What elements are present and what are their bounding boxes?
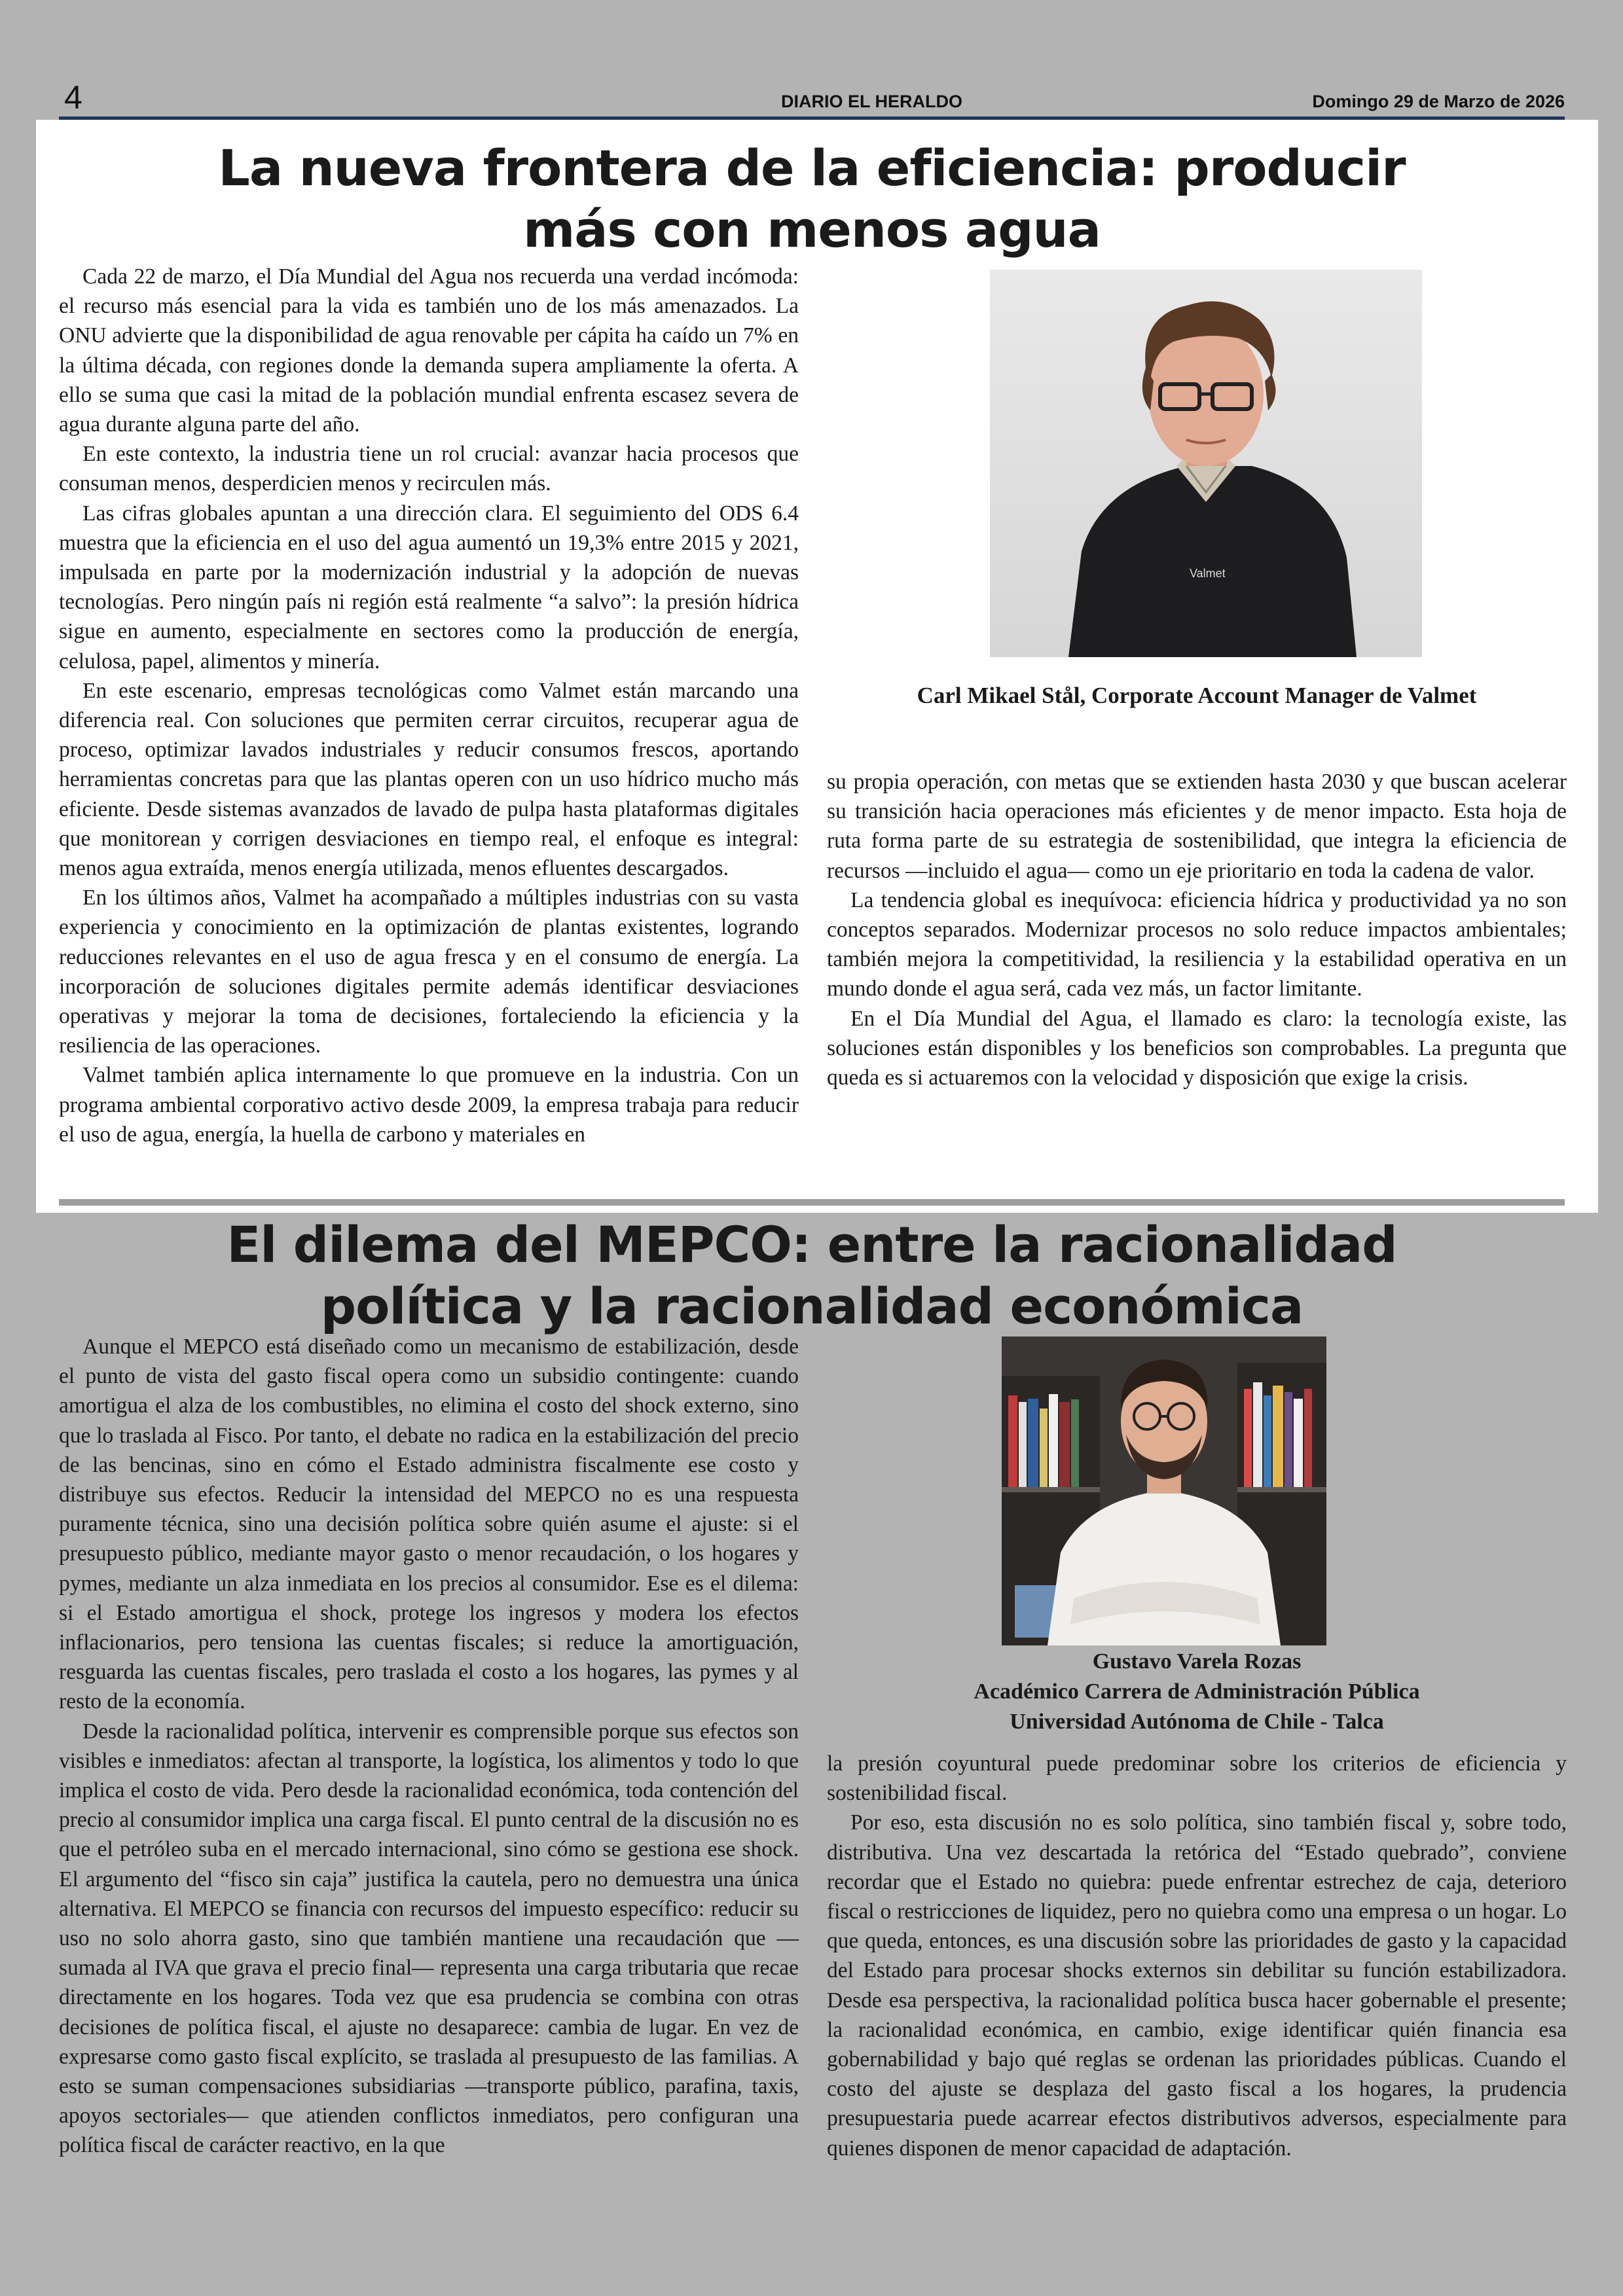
newspaper-name: DIARIO EL HERALDO	[781, 92, 963, 111]
article-2-paragraph: Aunque el MEPCO está diseñado como un mecanismo de estabilización, desde el punto de vista del gasto fiscal opera como un subsidio contingente: cuando amortigua el alza de los combustibles, no elimina el costo del shock externo, sino que lo traslada al Fisco. Por tanto, el debate no radica en la estabilización del precio de las bencinas, sino en cómo el Estado administra fiscalmente ese costo y distribuye sus efectos. Reducir la intensidad del MEPCO no es una respuesta puramente técnica, sino una decisión política sobre quién asume el ajuste: si el presupuesto público, mediante mayor gasto o menor recaudación, o los hogares y pymes, mediante un alza inmediata en los precios al consumidor. Ese es el dilema: si el Estado amortigua el shock, protege los ingresos y modera los efectos inflacionarios, pero tensiona las cuentas fiscales; si reduce la amortiguación, resguarda las cuentas fiscales, pero traslada el costo a los hogares, las pymes y al resto de la economía.	[59, 1335, 799, 1714]
article-2-paragraph: la presión coyuntural puede predominar sobre los criterios de eficiencia y sostenibilidad fiscal.	[827, 1751, 1567, 1806]
article-1-paragraph: En los últimos años, Valmet ha acompañado a múltiples industrias con su vasta experiencia y conocimiento en la optimización de plantas existentes, logrando reducciones relevantes en el uso de agua fresca y en el consumo de energía. La incorporación de soluciones digitales permite además identificar desviaciones operativas y mejorar la toma de decisiones, fortaleciendo la eficiencia y la resiliencia de las operaciones.	[59, 886, 799, 1058]
article-1-paragraph: Valmet también aplica internamente lo que promueve en la industria. Con un programa ambiental corporativo activo desde 2009, la empresa trabaja para reducir el uso de agua, energía, la huella de carbono y materiales en	[59, 1063, 799, 1147]
caption-role: Académico Carrera de Administración Pública	[974, 1679, 1420, 1704]
article-1-photo-caption: Carl Mikael Stål, Corporate Account Manager de Valmet	[917, 683, 1477, 708]
article-1-right-column	[827, 767, 1567, 1092]
article-2-title-line-1: El dilema del MEPCO: entre la racionalidad	[227, 1215, 1397, 1274]
article-2-left-column	[59, 1332, 799, 2161]
sweater-logo: Valmet	[1190, 567, 1226, 580]
page-header	[59, 79, 1565, 119]
issue-date: Domingo 29 de Marzo de 2026	[1312, 92, 1565, 111]
article-1-paragraph: su propia operación, con metas que se extienden hasta 2030 y que buscan acelerar su transición hacia operaciones más eficientes y de menor impacto. Esta hoja de ruta forma parte de su estrategia de sostenibilidad, que integra la eficiencia de recursos —incluido el agua— como un eje prioritario en toda la cadena de valor.	[827, 770, 1567, 883]
caption-name: Gustavo Varela Rozas	[1092, 1649, 1302, 1674]
caption-institution: Universidad Autónoma de Chile - Talca	[1010, 1710, 1384, 1734]
article-1-left-column	[59, 262, 799, 1149]
article-1-title-line-1: La nueva frontera de la eficiencia: producir	[218, 139, 1406, 197]
article-1-paragraph: En este contexto, la industria tiene un rol crucial: avanzar hacia procesos que consuman menos, desperdicien menos y recirculen más.	[59, 442, 799, 496]
page-number: 4	[64, 79, 82, 116]
article-2-title	[59, 1214, 1565, 1337]
article-1-portrait-photo	[990, 270, 1422, 657]
article-1-paragraph: La tendencia global es inequívoca: eficiencia hídrica y productividad ya no son conceptos separados. Modernizar procesos no solo reduce impactos ambientales; también mejora la competitividad, la resiliencia y la estabilidad operativa en un mundo donde el agua será, cada vez más, un factor limitante.	[827, 888, 1567, 1001]
portrait-illustration	[990, 270, 1422, 657]
section-divider	[59, 1199, 1565, 1206]
article-2-photo-caption	[827, 1647, 1567, 1737]
article-2-title-line-2: política y la racionalidad económica	[320, 1277, 1304, 1335]
article-1-paragraph: En el Día Mundial del Agua, el llamado es claro: la tecnología existe, las soluciones están disponibles y los beneficios son comprobables. La pregunta que queda es si actuaremos con la velocidad y disposición que exige la crisis.	[827, 1006, 1567, 1090]
article-1-paragraph: Cada 22 de marzo, el Día Mundial del Agua nos recuerda una verdad incómoda: el recurso más esencial para la vida es también uno de los más amenazados. La ONU advierte que la disponibilidad de agua renovable per cápita ha caído un 7% en la última década, con regiones donde la demanda supera ampliamente la oferta. A ello se suma que casi la mitad de la población mundial enfrenta escasez severa de agua durante alguna parte del año.	[59, 264, 799, 437]
article-2-paragraph: Por eso, esta discusión no es solo política, sino también fiscal y, sobre todo, distributiva. Una vez descartada la retórica del “Estado quebrado”, conviene recordar que el Estado no quiebra: puede enfrentar estrechez de caja, deterioro fiscal o restricciones de liquidez, pero no quiebra como una empresa o un hogar. Lo que queda, entonces, es una discusión sobre las prioridades de gasto y la capacidad del Estado para procesar shocks externos sin debilitar su función estabilizadora. Desde esa perspectiva, la racionalidad política busca hacer gobernable el presente; la racionalidad económica, en cambio, exige identificar quién financia esa gobernabilidad y bajo qué reglas se ordenan las prioridades públicas. Cuando el costo del ajuste se desplaza del gasto fiscal a los hogares, la prudencia presupuestaria puede acarrear efectos distributivos adversos, especialmente para quienes disponen de menor capacidad de adaptación.	[827, 1810, 1567, 2161]
article-2-paragraph: Desde la racionalidad política, intervenir es comprensible porque sus efectos son visibles e inmediatos: afectan al transporte, la logística, los alimentos y todo lo que implica el costo de vida. Pero desde la racionalidad económica, toda contención del precio al consumidor implica una carga fiscal. El punto central de la discusión no es que el petróleo suba en el mercado internacional, sino cómo se gestiona ese shock. El argumento del “fisco sin caja” justifica la cautela, pero no demuestra una única alternativa. El MEPCO se financia con recursos del impuesto específico: reducir su uso no solo ahorra gasto, sino que también mantiene una recaudación que —sumada al IVA que grava el precio final— representa una carga tributaria que recae directamente en los hogares. Toda vez que esa prudencia se combina con otras decisiones de política fiscal, el ajuste no desaparece: cambia de lugar. En vez de expresarse como gasto fiscal explícito, se traslada al presupuesto de las familias. A esto se suman compensaciones subsidiarias —transporte público, parafina, taxis, apoyos sectoriales— que atienden conflictos inmediatos, pero configuran una política fiscal de carácter reactivo, en la que	[59, 1719, 799, 2158]
article-2-right-column	[827, 1749, 1567, 2163]
article-1-title-line-2: más con menos agua	[523, 200, 1101, 259]
article-1-paragraph: Las cifras globales apuntan a una dirección clara. El seguimiento del ODS 6.4 muestra que la eficiencia en el uso del agua aumentó un 19,3% entre 2015 y 2021, impulsada en parte por la modernización industrial y la adopción de nuevas tecnologías. Pero ningún país ni región está realmente “a salvo”: la presión hídrica sigue en aumento, especialmente en sectores como la producción de energía, celulosa, papel, alimentos y minería.	[59, 501, 799, 673]
article-2-portrait-photo	[1002, 1336, 1326, 1645]
article-1-paragraph: En este escenario, empresas tecnológicas como Valmet están marcando una diferencia real. Con soluciones que permiten cerrar circuitos, recuperar agua de proceso, optimizar lavados industriales y reducir consumos frescos, aportando herramientas concretas para que las plantas operen con un uso hídrico mucho más eficiente. Desde sistemas avanzados de lavado de pulpa hasta plataformas digitales que monitorean y corrigen desviaciones en tiempo real, el enfoque es integral: menos agua extraída, menos energía utilizada, menos efluentes descargados.	[59, 678, 799, 881]
portrait-illustration	[1002, 1336, 1326, 1645]
article-1-title	[59, 137, 1565, 260]
